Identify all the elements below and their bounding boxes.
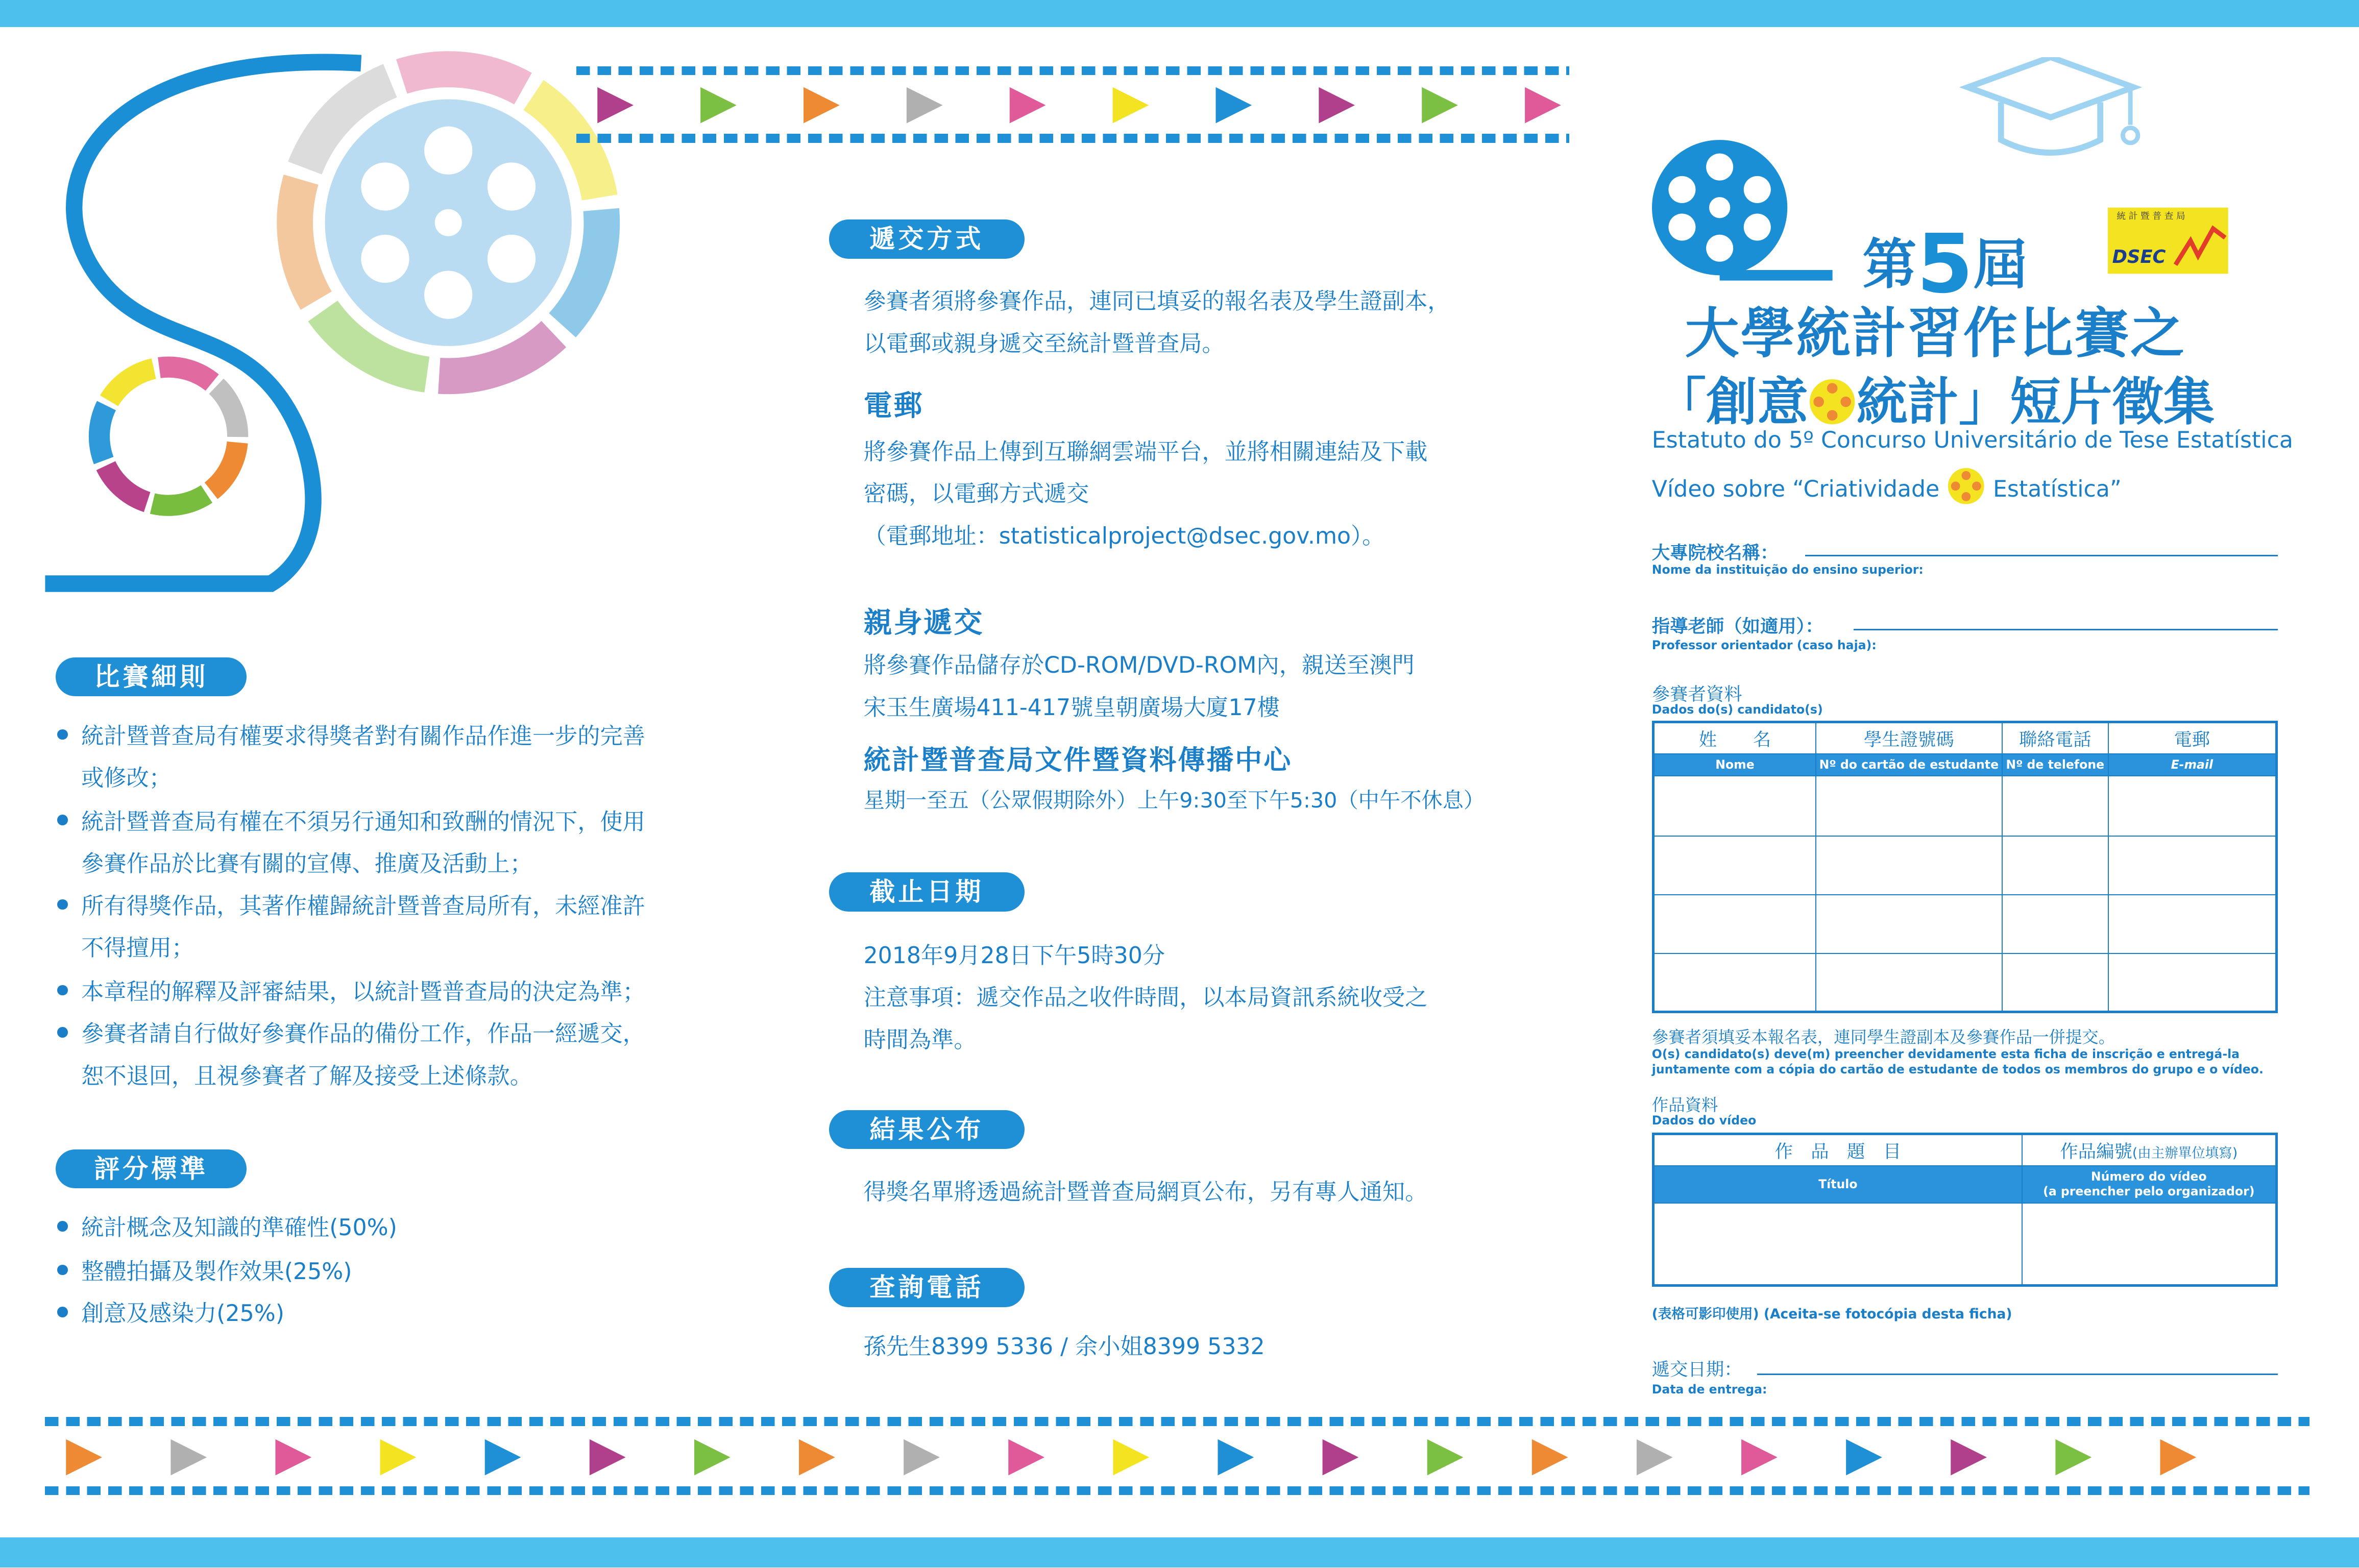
- ring-segment: [211, 443, 238, 491]
- enquiry-phones: 孫先生8399 5336 / 余小姐8399 5332: [863, 1334, 1265, 1360]
- play-triangle-icon: [1323, 1439, 1359, 1476]
- table-header-row-pt: [1653, 1166, 2276, 1203]
- play-triangle-icon: [380, 1439, 417, 1476]
- table-header-row-pt: [1653, 754, 2276, 776]
- rule-item-cont: 不得擅用；: [81, 935, 194, 962]
- date-field[interactable]: [1757, 1374, 2278, 1375]
- film-reel-icon: [1808, 378, 1856, 426]
- rule-item: 本章程的解釋及評審結果，以統計暨普查局的決定為準；: [57, 973, 645, 1006]
- cell[interactable]: [2002, 776, 2108, 836]
- ring-segment: [100, 406, 107, 461]
- work-label: 作品資料: [1651, 1095, 1718, 1115]
- rule-item: 統計暨普查局有權在不須另行通知和致酬的情況下，使用: [57, 803, 645, 836]
- rule-item-cont: 恕不退回，且視參賽者了解及接受上述條款。: [81, 1063, 532, 1089]
- col-work-number: 作品編號(由主辦單位填寫): [2022, 1134, 2276, 1166]
- play-triangle-icon: [1951, 1439, 1987, 1476]
- table-row: [1653, 1203, 2276, 1286]
- cell[interactable]: [1816, 776, 2002, 836]
- col-name: 姓 名: [1653, 722, 1816, 753]
- film-strip-bottom-edge: [45, 1417, 2309, 1426]
- bullet-icon: [57, 985, 68, 996]
- deadline-heading: 截止日期: [829, 872, 1025, 912]
- email-line: 密碼，以電郵方式遞交: [863, 481, 1089, 507]
- ring-segment: [106, 465, 147, 502]
- cell[interactable]: [1653, 836, 1816, 895]
- participants-table: [1652, 721, 2278, 1013]
- play-triangle-icon: [700, 87, 737, 124]
- photocopy-note: (表格可影印使用) (Aceita-se fotocópia desta ficha): [1651, 1306, 2012, 1322]
- submission-heading: 遞交方式: [829, 219, 1025, 259]
- play-triangle-icon: [1422, 87, 1458, 124]
- note-zh: 參賽者須填妥本報名表，連同學生證副本及參賽作品一併提交。: [1651, 1027, 2115, 1047]
- reel-hub: [435, 209, 462, 236]
- results-text: 得獎名單將透過統計暨普查局網頁公布，另有專人通知。: [863, 1179, 1428, 1205]
- col-student-id-pt: Nº do cartão de estudante: [1816, 754, 2002, 776]
- play-triangle-icon: [1525, 87, 1561, 124]
- reel-hole: [424, 127, 472, 175]
- play-triangle-icon: [590, 1439, 626, 1476]
- bullet-icon: [57, 899, 68, 910]
- play-triangle-icon: [799, 1439, 835, 1476]
- cell[interactable]: [2002, 953, 2108, 1012]
- cell[interactable]: [1653, 953, 1816, 1012]
- rule-item: 參賽者請自行做好參賽作品的備份工作，作品一經遞交，: [57, 1015, 645, 1048]
- email-address-line[interactable]: （電郵地址：statisticalproject@dsec.gov.mo）。: [863, 523, 1385, 549]
- play-triangle-icon: [276, 1439, 312, 1476]
- bullet-icon: [57, 815, 68, 825]
- rule-item-cont: 參賽作品於比賽有關的宣傳、推廣及活動上；: [81, 851, 532, 877]
- play-triangle-icon: [1009, 1439, 1045, 1476]
- office-hours: 星期一至五（公眾假期除外）上午9:30至下午5:30（中午不休息）: [863, 788, 1485, 813]
- play-triangle-icon: [597, 87, 634, 124]
- cell[interactable]: [1816, 895, 2002, 953]
- criteria-item: 整體拍攝及製作效果(25%): [57, 1253, 352, 1286]
- cell[interactable]: [1653, 1203, 2022, 1286]
- cell[interactable]: [2002, 895, 2108, 953]
- play-triangle-icon: [1532, 1439, 1568, 1476]
- in-person-heading: 親身遞交: [863, 606, 984, 640]
- submission-line: 以電郵或親身遞交至統計暨普查局。: [863, 330, 1225, 357]
- date-label-pt: Data de entrega:: [1651, 1382, 1767, 1397]
- table-header-row: [1653, 722, 2276, 753]
- deadline-date: 2018年9月28日下午5時30分: [863, 942, 1165, 969]
- cell[interactable]: [2108, 836, 2276, 895]
- table-row: [1653, 895, 2276, 953]
- email-heading: 電郵: [863, 389, 924, 423]
- criteria-heading: 評分標準: [56, 1149, 247, 1189]
- dsec-logo-zh: 統 計 暨 普 查 局: [2117, 211, 2185, 222]
- reel-hole: [361, 235, 409, 283]
- col-title: 作 品 題 目: [1653, 1134, 2022, 1166]
- cell[interactable]: [1816, 836, 2002, 895]
- col-title-pt: Título: [1653, 1166, 2022, 1203]
- date-label: 遞交日期：: [1651, 1359, 1742, 1381]
- table-row: [1653, 836, 2276, 895]
- ring-segment: [109, 369, 154, 401]
- table-row: [1653, 953, 2276, 1012]
- cell[interactable]: [2022, 1203, 2276, 1286]
- play-triangle-icon: [2160, 1439, 2197, 1476]
- school-label-pt: Nome da instituição do ensino superior:: [1651, 562, 1924, 577]
- play-triangle-icon: [1319, 87, 1355, 124]
- graduation-cap-icon: [1968, 57, 2138, 153]
- film-strip-bottom: [45, 1433, 2309, 1481]
- play-triangle-icon: [904, 1439, 940, 1476]
- rule-item: 所有得獎作品，其著作權歸統計暨普查局所有，未經准許: [57, 888, 645, 920]
- in-person-line: 宋玉生廣場411-417號皇朝廣場大廈17樓: [863, 694, 1280, 721]
- criteria-item: 統計概念及知識的準確性(50%): [57, 1209, 397, 1242]
- results-heading: 結果公布: [829, 1110, 1025, 1149]
- film-strip-top-edge-lower: [576, 134, 1569, 143]
- play-triangle-icon: [1637, 1439, 1673, 1476]
- school-field[interactable]: [1805, 555, 2277, 556]
- work-label-pt: Dados do vídeo: [1651, 1113, 1757, 1128]
- play-triangle-icon: [907, 87, 943, 124]
- play-triangle-icon: [171, 1439, 207, 1476]
- film-reel-icon: [1652, 140, 1833, 275]
- play-triangle-icon: [1113, 1439, 1150, 1476]
- criteria-item: 創意及感染力(25%): [57, 1295, 284, 1328]
- play-triangle-icon: [1846, 1439, 1883, 1476]
- bullet-icon: [57, 1265, 68, 1276]
- participants-label: 參賽者資料: [1651, 684, 1742, 705]
- film-reel-icon: [1947, 467, 1986, 506]
- bottom-border: [0, 1537, 2359, 1567]
- bullet-icon: [57, 1221, 68, 1232]
- film-strip-bottom-edge-lower: [45, 1486, 2309, 1496]
- advisor-label: 指導老師（如適用）：: [1651, 616, 1823, 638]
- table-header-row: [1653, 1134, 2276, 1166]
- top-border: [0, 0, 2359, 27]
- cell[interactable]: [2002, 836, 2108, 895]
- play-triangle-icon: [66, 1439, 103, 1476]
- bullet-icon: [57, 1027, 68, 1038]
- reel-hole: [424, 271, 472, 318]
- col-student-id: 學生證號碼: [1816, 722, 2002, 753]
- cell[interactable]: [2108, 895, 2276, 953]
- rule-item-cont: 或修改；: [81, 765, 172, 792]
- cell[interactable]: [2108, 953, 2276, 1012]
- main-title-line1: 大學統計習作比賽之: [1685, 302, 2186, 365]
- portuguese-title-2: Vídeo sobre “Criatividade Estatística”: [1652, 467, 2122, 506]
- play-triangle-icon: [1741, 1439, 1778, 1476]
- ring-segment: [153, 494, 207, 505]
- ring-segment: [295, 180, 317, 301]
- col-email-pt: E-mail: [2108, 754, 2276, 776]
- col-phone-pt: Nº de telefone: [2002, 754, 2108, 776]
- participants-label-pt: Dados do(s) candidato(s): [1651, 702, 1823, 717]
- play-triangle-icon: [1112, 87, 1149, 124]
- advisor-field[interactable]: [1854, 629, 2278, 630]
- play-triangle-icon: [2056, 1439, 2092, 1476]
- ring-segment: [402, 69, 523, 89]
- advisor-label-pt: Professor orientador (caso haja):: [1651, 638, 1877, 652]
- ring-segment: [216, 386, 238, 437]
- bullet-icon: [57, 729, 68, 740]
- ring-segment: [159, 367, 212, 382]
- reel-hole: [361, 162, 409, 210]
- film-strip-top-edge: [576, 66, 1569, 76]
- col-name-pt: Nome: [1653, 754, 1816, 776]
- reel-hole: [488, 235, 536, 283]
- film-strip-top: [576, 81, 1569, 129]
- play-triangle-icon: [694, 1439, 731, 1476]
- work-table: [1652, 1133, 2278, 1287]
- note-pt-1: O(s) candidato(s) deve(m) preencher devidamente esta ficha de inscrição e entregá-la: [1651, 1047, 2240, 1062]
- col-phone: 聯絡電話: [2002, 722, 2108, 753]
- play-triangle-icon: [1427, 1439, 1464, 1476]
- cell[interactable]: [2108, 776, 2276, 836]
- in-person-line: 將參賽作品儲存於CD-ROM/DVD-ROM內，親送至澳門: [863, 652, 1415, 679]
- col-work-number-pt: Número do vídeo (a preencher pelo organizador): [2022, 1166, 2276, 1203]
- cell[interactable]: [1653, 776, 1816, 836]
- main-title-line2: 「創意 統計」短片徵集: [1655, 372, 2215, 432]
- play-triangle-icon: [1009, 87, 1045, 124]
- col-email: 電郵: [2108, 722, 2276, 753]
- portuguese-title-1: Estatuto do 5º Concurso Universitário de Tese Estatística: [1651, 427, 2293, 453]
- school-label: 大專院校名稱：: [1651, 543, 1779, 564]
- note-pt-2: juntamente com a cópia do cartão de estudante de todos os membros do grupo e o vídeo.: [1651, 1062, 2264, 1076]
- bullet-icon: [57, 1307, 68, 1317]
- table-row: [1653, 776, 2276, 836]
- submission-line: 參賽者須將參賽作品，連同已填妥的報名表及學生證副本，: [863, 288, 1450, 315]
- cell[interactable]: [1816, 953, 2002, 1012]
- reel-hole: [488, 162, 536, 210]
- rule-item: 統計暨普查局有權要求得獎者對有關作品作進一步的完善: [57, 718, 645, 750]
- play-triangle-icon: [1215, 87, 1252, 124]
- enquiry-heading: 查詢電話: [829, 1268, 1025, 1307]
- play-triangle-icon: [804, 87, 840, 124]
- dsec-logo-text: DSEC: [2112, 247, 2166, 268]
- play-triangle-icon: [485, 1439, 521, 1476]
- edition-title: 第5屆: [1862, 216, 2028, 312]
- deadline-note: 注意事項：遞交作品之收件時間，以本局資訊系統收受之: [863, 985, 1428, 1011]
- info-centre-name: 統計暨普查局文件暨資料傳播中心: [863, 744, 1293, 776]
- cell[interactable]: [1653, 895, 1816, 953]
- play-triangle-icon: [1218, 1439, 1254, 1476]
- deadline-note: 時間為準。: [863, 1027, 977, 1053]
- rules-heading: 比賽細則: [56, 657, 247, 697]
- email-line: 將參賽作品上傳到互聯網雲端平台，並將相關連結及下載: [863, 438, 1428, 465]
